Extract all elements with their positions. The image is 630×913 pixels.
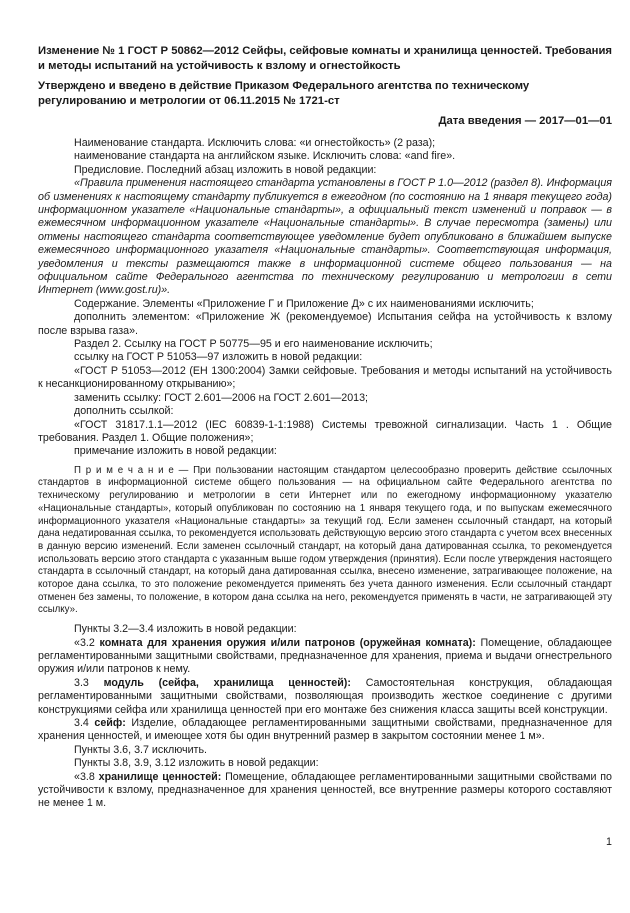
paragraph: Пункты 3.6, 3.7 исключить. [74,743,207,756]
amendment-title: Изменение № 1 ГОСТ Р 50862—2012 Сейфы, сейфовые комнаты и хранилища ценностей. Требования и методы испытаний на устойчивость к взлому и огнестойкость [38,45,612,72]
note-label: П р и м е ч а н и е [74,464,174,476]
paragraph: «ГОСТ 31817.1.1—2012 (IEC 60839-1-1:1988) Системы тревожной сигнализации. Часть 1 . Общие требования. Раздел 1. Общие положения»; [38,418,612,444]
note-text: — При пользовании настоящим стандартом целесообразно проверить действие ссылочных стандартов в информационной системе общего пользования — на официальном сайте Федерального агентства по техническому регулированию и метрологии в сети Интернет или по ежегодному информационному указателю «Национальные стандарты», который опубликован по состоянию на 1 января текущего года, и по выпускам ежемесячного информационного указателя «Национальные стандарты» за текущий год. Если заменен ссылочный стандарт, на который дана недатированная ссылка, то рекомендуется использовать действующую версию этого стандарта с учетом всех внесенных в данную версию изменений. Если заменен ссылочный стандарт, на который дана датированная ссылка, то рекомендуется использовать версию этого стандарта с указанным выше годом утверждения (принятия). Если после утверждения настоящего стандарта в ссылочный стандарт, на который дана датированная ссылка, внесено изменение, затрагивающее положение, на которое дана ссылка, то это положение рекомендуется применять без учета данного изменения. Если ссылочный стандарт отменен без замены, то положение, в котором дана ссылка на него, рекомендуется применять в части, не затрагивающей эту ссылку». [38,464,612,616]
paragraph: дополнить элементом: «Приложение Ж (рекомендуемое) Испытания сейфа на устойчивость к взлому после взрыва газа». [38,311,612,337]
term-definition [38,637,612,677]
note-block [38,465,612,617]
term-text: Самостоятельная конструкция, обладающая регламентированными защитными свойствами, позволяющая производить жесткое соединение с другими конструкциями сейфа или хранилища ценностей при его монтаже без снижения класса защиты всей конструкции. [38,676,612,716]
term-name: сейф: [94,717,126,729]
term-name: модуль (сейфа, хранилища ценностей): [103,676,351,689]
preface-text: «Правила применения настоящего стандарта установлены в ГОСТ Р 1.0—2012 (раздел 8). Информация об изменениях к настоящему стандарту публикуется в ежегодном (по состоянию на 1 января текущего года) информационном указателе «Национальные стандарты», а официальный текст изменений и поправок — в ежемесячном информационном указателе «Национальные стандарты». В случае пересмотра (замены) или отмены настоящего стандарта соответствующее уведомление будет опубликовано в ближайшем выпуске ежемесячного информационного указателя «Национальные стандарты». Соответствующая информация, уведомления и тексты размещаются также в информационной системе общего пользования — на официальном сайте Федерального агентства по техническому регулированию и метрологии в сети Интернет (www.gost.ru)». [38,177,612,297]
document-body [38,137,612,811]
page-number: 1 [606,836,612,848]
page-content [38,44,612,811]
term-definition [38,677,612,717]
paragraph: Пункты 3.2—3.4 изложить в новой редакции: [74,623,297,636]
term-name: комната для хранения оружия и/или патронов (оружейная комната): [99,636,476,649]
term-text: Изделие, обладающее регламентированными защитными свойствами, предназначенное для хранения ценностей, и имеющее хотя бы один внутренний размер в закрытом состоянии менее 1 м». [38,717,613,743]
paragraph: «ГОСТ Р 51053—2012 (ЕН 1300:2004) Замки сейфовые. Требования и методы испытаний на устойчивость к несанкционированному открыванию»; [38,364,612,391]
paragraph: дополнить ссылкой: [74,405,174,418]
paragraph: ссылку на ГОСТ Р 51053—97 изложить в новой редакции: [74,351,363,364]
paragraph: Наименование стандарта. Исключить слова: «и огнестойкость» (2 раза); [74,136,436,149]
paragraph: Пункты 3.8, 3.9, 3.12 изложить в новой редакции: [74,757,319,770]
term-number: «3.8 [74,770,99,783]
term-definition [38,771,612,811]
term-number: «3.2 [74,636,100,649]
term-text: Помещение, обладающее регламентированными защитными свойствами, предназначенное для хранения, приема и выдачи огнестрельного оружия и/или патронов к нему. [38,636,612,676]
paragraph: примечание изложить в новой редакции: [74,445,277,458]
paragraph: Раздел 2. Ссылку на ГОСТ Р 50775—95 и его наименование исключить; [74,338,433,351]
paragraph: Содержание. Элементы «Приложение Г и Приложение Д» с их наименованиями исключить; [74,297,534,310]
term-number: 3.3 [74,676,104,689]
paragraph: Предисловие. Последний абзац изложить в новой редакции: [74,163,377,176]
paragraph: наименование стандарта на английском языке. Исключить слова: «and fire». [74,150,456,163]
effective-date: Дата введения — 2017—01—01 [438,115,612,128]
approval-statement: Утверждено и введено в действие Приказом Федерального агентства по техническому регулированию и метрологии от 06.11.2015 № 1721-ст [38,80,530,107]
term-name: хранилище ценностей: [98,770,222,783]
term-definition [38,717,612,744]
term-number: 3.4 [74,717,95,729]
paragraph: заменить ссылку: ГОСТ 2.601—2006 на ГОСТ 2.601—2013; [74,391,369,404]
term-text: Помещение, обладающее регламентированными защитными свойствами по устойчивости к взлому, предназначенное для хранения ценностей, все внутренние размеры которого составляют не менее 1 м. [38,770,612,810]
